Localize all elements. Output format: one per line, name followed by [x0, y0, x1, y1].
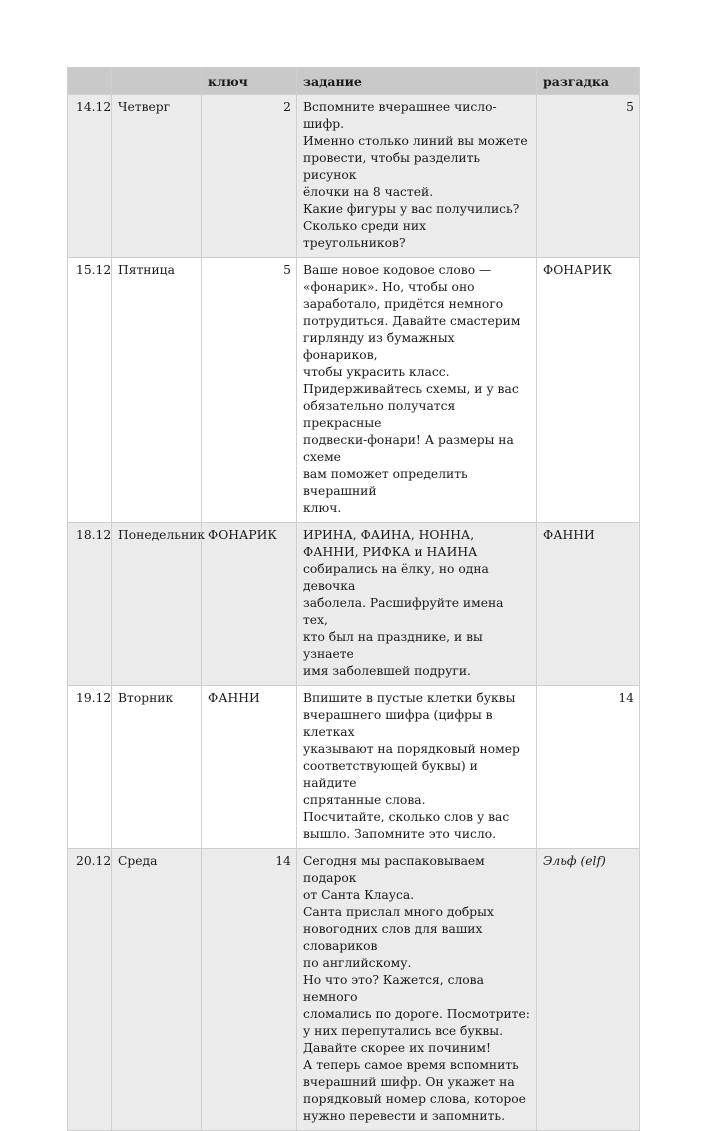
table-row: [68, 95, 640, 258]
task-line: имя заболевшей подруги.: [303, 664, 471, 678]
row-date: 20.12: [68, 849, 112, 1131]
row-task: [297, 258, 537, 523]
row-key: ФАННИ: [202, 686, 297, 849]
header-date: [68, 68, 112, 95]
task-line: сломались по дороге. Посмотрите:: [303, 1007, 530, 1021]
row-date: 14.12: [68, 95, 112, 258]
row-task: [297, 849, 537, 1131]
task-line: ключ.: [303, 501, 342, 515]
row-date: 19.12: [68, 686, 112, 849]
task-line: обязательно получатся прекрасные: [303, 399, 456, 430]
row-day: Вторник: [112, 686, 202, 849]
task-line: Давайте скорее их починим!: [303, 1041, 491, 1055]
header-key: ключ: [202, 68, 297, 95]
task-line: А теперь самое время вспомнить: [303, 1058, 519, 1072]
task-line: гирлянду из бумажных фонариков,: [303, 331, 455, 362]
task-line: спрятанные слова.: [303, 793, 426, 807]
advent-table: [67, 67, 640, 1131]
table-row: [68, 523, 640, 686]
row-key: 14: [202, 849, 297, 1131]
row-answer: 5: [537, 95, 640, 258]
task-line: нужно перевести и запомнить.: [303, 1109, 505, 1123]
row-day: Среда: [112, 849, 202, 1131]
task-line: провести, чтобы разделить рисунок: [303, 151, 481, 182]
task-line: заработало, придётся немного: [303, 297, 504, 311]
task-line: Придерживайтесь схемы, и у вас: [303, 382, 519, 396]
task-line: Впишите в пустые клетки буквы: [303, 691, 516, 705]
task-line: Но что это? Кажется, слова немного: [303, 973, 484, 1004]
task-line: Ваше новое кодовое слово —: [303, 263, 492, 277]
table-row: [68, 686, 640, 849]
row-key: 2: [202, 95, 297, 258]
row-task: [297, 523, 537, 686]
row-date: 15.12: [68, 258, 112, 523]
row-day: Четверг: [112, 95, 202, 258]
task-line: у них перепутались все буквы.: [303, 1024, 504, 1038]
row-date: 18.12: [68, 523, 112, 686]
row-key: 5: [202, 258, 297, 523]
row-key: ФОНАРИК: [202, 523, 297, 686]
task-line: «фонарик». Но, чтобы оно: [303, 280, 475, 294]
task-line: Вспомните вчерашнее число-шифр.: [303, 100, 497, 131]
task-line: от Санта Клауса.: [303, 888, 415, 902]
header-task: задание: [297, 68, 537, 95]
task-line: Сегодня мы распаковываем подарок: [303, 854, 485, 885]
task-line: вам поможет определить вчерашний: [303, 467, 468, 498]
task-line: собирались на ёлку, но одна девочка: [303, 562, 489, 593]
task-line: кто был на празднике, и вы узнаете: [303, 630, 483, 661]
task-line: Санта прислал много добрых: [303, 905, 494, 919]
row-day: Пятница: [112, 258, 202, 523]
task-line: вчерашний шифр. Он укажет на: [303, 1075, 515, 1089]
task-line: Именно столько линий вы можете: [303, 134, 528, 148]
task-line: потрудиться. Давайте смастерим: [303, 314, 521, 328]
row-answer: ФОНАРИК: [537, 258, 640, 523]
header-answer: разгадка: [537, 68, 640, 95]
row-day: Понедельник: [112, 523, 202, 686]
task-line: по английскому.: [303, 956, 412, 970]
task-line: ёлочки на 8 частей.: [303, 185, 434, 199]
task-line: новогодних слов для ваших словариков: [303, 922, 483, 953]
header-day: [112, 68, 202, 95]
task-line: чтобы украсить класс.: [303, 365, 450, 379]
task-line: Посчитайте, сколько слов у вас: [303, 810, 510, 824]
row-answer: ФАННИ: [537, 523, 640, 686]
task-line: указывают на порядковый номер: [303, 742, 520, 756]
task-line: Какие фигуры у вас получились?: [303, 202, 520, 216]
task-line: соответствующей буквы) и найдите: [303, 759, 478, 790]
task-line: вчерашнего шифра (цифры в клетках: [303, 708, 493, 739]
task-line: подвески-фонари! А размеры на схеме: [303, 433, 514, 464]
task-line: заболела. Расшифруйте имена тех,: [303, 596, 504, 627]
row-task: [297, 95, 537, 258]
table-row: [68, 849, 640, 1131]
row-answer: Эльф (elf): [537, 849, 640, 1131]
task-line: вышло. Запомните это число.: [303, 827, 497, 841]
row-task: [297, 686, 537, 849]
table-row: [68, 258, 640, 523]
row-answer: 14: [537, 686, 640, 849]
task-line: ФАННИ, РИФКА и НАИНА: [303, 545, 478, 559]
task-line: Сколько среди них треугольников?: [303, 219, 427, 250]
task-line: порядковый номер слова, которое: [303, 1092, 526, 1106]
task-line: ИРИНА, ФАИНА, НОННА,: [303, 528, 475, 542]
header-row: [68, 68, 640, 95]
